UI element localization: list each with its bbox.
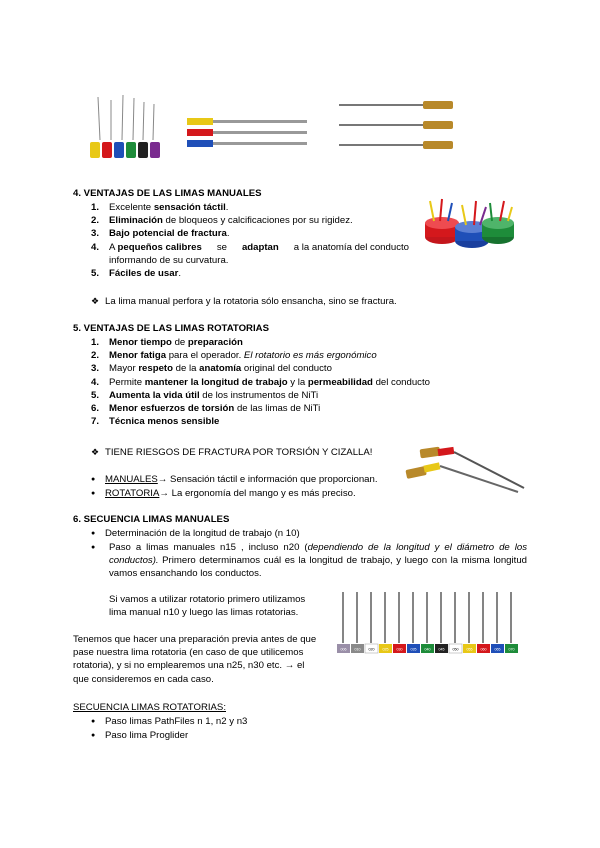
list-item: 2. Menor fatiga para el operador. El rotatorio es más ergonómico — [91, 350, 377, 362]
bullet-icon — [91, 729, 105, 743]
rotary-sequence-title: SECUENCIA LIMAS ROTATORIAS: — [73, 702, 226, 713]
bullet-icon — [91, 487, 105, 501]
svg-text:055: 055 — [466, 647, 473, 652]
file-set-photo — [336, 588, 528, 658]
svg-text:050: 050 — [452, 647, 459, 652]
svg-text:060: 060 — [480, 647, 487, 652]
risk-note: ❖ TIENE RIESGOS DE FRACTURA POR TORSIÓN Y CIZALLA! — [91, 447, 373, 458]
svg-text:065: 065 — [494, 647, 501, 652]
list-item: 7. Técnica menos sensible — [91, 416, 220, 428]
svg-text:010: 010 — [354, 647, 361, 652]
list-item: ●Paso lima Proglider — [91, 729, 247, 743]
flat-files-photo — [183, 112, 313, 157]
manuales-line: ●MANUALES→ Sensación táctil e información que proporcionan. — [91, 473, 378, 487]
svg-text:030: 030 — [396, 647, 403, 652]
manual-files-photo — [78, 92, 178, 167]
list-item-continuation: informando de su curvatura. — [109, 254, 229, 266]
svg-text:020: 020 — [368, 647, 375, 652]
rotary-note: Si vamos a utilizar rotatorio primero utilizamos lima manual n10 y luego las limas rotatorias. — [109, 594, 306, 619]
bullet-icon — [91, 715, 105, 729]
svg-text:006: 006 — [340, 647, 347, 652]
svg-text:035: 035 — [410, 647, 417, 652]
list-item: 4. Permite mantener la longitud de trabajo y la permeabilidad del conducto — [91, 376, 430, 388]
list-item: 3. Bajo potencial de fractura. — [91, 228, 230, 240]
file-holders-photo — [420, 195, 520, 257]
rotatoria-line: ●ROTATORIA→ La ergonomía del mango y es más preciso. — [91, 487, 356, 501]
rotary-instruments-photo — [400, 440, 530, 508]
list-item: 6. Menor esfuerzos de torsión de las limas de NiTi — [91, 403, 321, 415]
section-5-list — [91, 336, 430, 428]
list-item: 2. Eliminación de bloqueos y calcificaciones por su rigidez. — [91, 215, 353, 227]
list-item: 4. A pequeños calibres se adaptan a la anatomía del conducto — [91, 241, 409, 253]
list-item: ●Paso limas PathFiles n 1, n2 y n3 — [91, 715, 247, 729]
svg-text:045: 045 — [438, 647, 445, 652]
svg-text:025: 025 — [382, 647, 389, 652]
diamond-bullet-icon: ❖ — [91, 447, 100, 457]
rotary-sequence-list — [91, 715, 247, 743]
section-6-title: 6. SECUENCIA LIMAS MANUALES — [73, 514, 230, 525]
section-6-bullet-2: ● Paso a limas manuales n15 , incluso n20 (dependiendo de la longitud y el diámetro de los conductos). Primero determinamos cuál es la longitud de trabajo, y luego con la misma longitud vamos ensanchando los conductos. — [91, 541, 527, 581]
rotary-files-photo — [335, 95, 465, 155]
section-5-title: 5. VENTAJAS DE LAS LIMAS ROTATORIAS — [73, 323, 269, 334]
section-6-bullet-1: ●Determinación de la longitud de trabajo (n 10) — [91, 527, 300, 541]
preparation-paragraph: Tenemos que hacer una preparación previa antes de que pase nuestra lima rotatoria (en caso de que utilicemos rotatoria), y si no emplearemos una n25, n30 etc. → el que consideremos en cada caso. — [73, 634, 317, 685]
section-4-list — [91, 201, 409, 280]
svg-text:070: 070 — [508, 647, 515, 652]
svg-text:040: 040 — [424, 647, 431, 652]
list-item: 1. Menor tiempo de preparación — [91, 337, 243, 348]
bullet-icon — [91, 473, 105, 487]
section-4-note: ❖ La lima manual perfora y la rotatoria sólo ensancha, sino se fractura. — [91, 296, 397, 307]
list-item: 5. Aumenta la vida útil de los instrumentos de NiTi — [91, 389, 319, 401]
diamond-bullet-icon: ❖ — [91, 296, 100, 306]
list-item: 1. Excelente sensación táctil. — [91, 202, 229, 213]
list-item: 3. Mayor respeto de la anatomía original del conducto — [91, 363, 332, 375]
bullet-icon — [91, 527, 105, 541]
bullet-icon — [91, 541, 105, 555]
list-item: 5. Fáciles de usar. — [91, 268, 181, 280]
section-4-title: 4. VENTAJAS DE LAS LIMAS MANUALES — [73, 188, 262, 199]
